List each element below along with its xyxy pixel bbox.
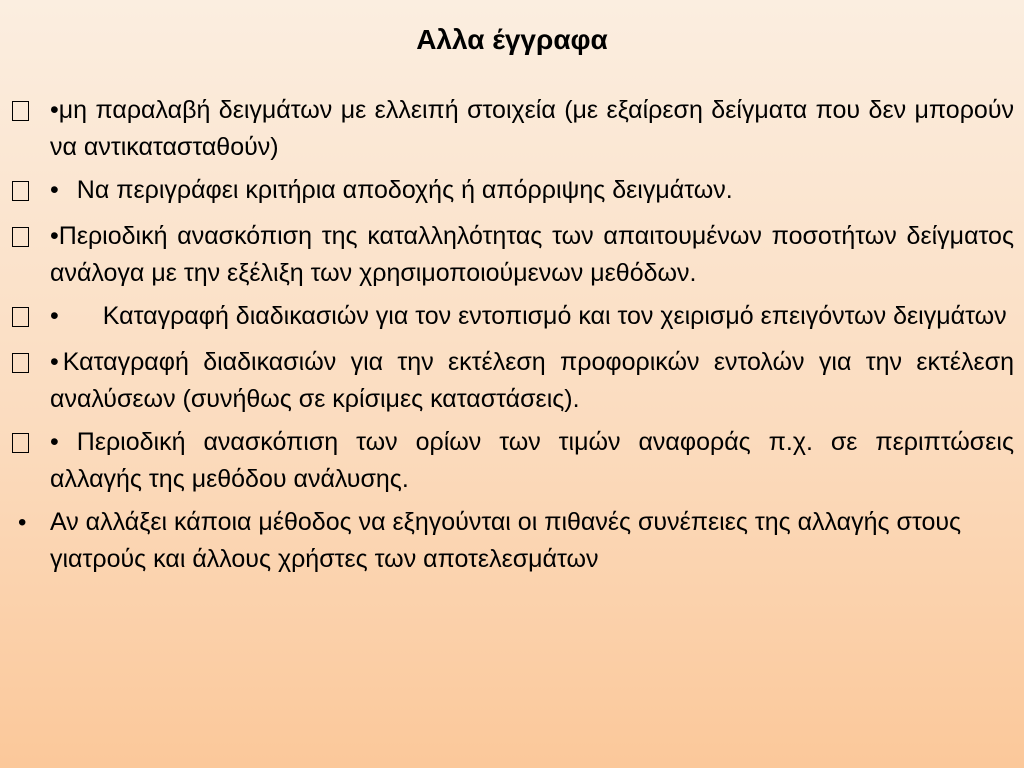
- list-item: [10, 504, 1014, 578]
- bullet-lead: •: [50, 96, 59, 124]
- bullet-dot-icon: •: [18, 509, 27, 536]
- bullet-lead: •: [50, 428, 59, 456]
- box-bullet-icon: [10, 298, 50, 338]
- bullet-text: Καταγραφή διαδικασιών για την εκτέλεση προφορικών εντολών για την εκτέλεση αναλύσεων (συνήθως σε κρίσιμες καταστάσεις).: [50, 348, 1014, 413]
- slide-title: Αλλα έγγραφα: [416, 24, 608, 55]
- list-item: [10, 92, 1014, 166]
- list-item: [10, 218, 1014, 292]
- bullet-text: Να περιγράφει κριτήρια αποδοχής ή απόρριψης δειγμάτων.: [76, 176, 733, 204]
- bullet-text: Περιοδική ανασκόπιση της καταλληλότητας των απαιτουμένων ποσοτήτων δείγματος ανάλογα με την εξέλιξη των χρησιμοποιούμενων μεθόδων.: [50, 222, 1014, 287]
- bullet-lead: •: [50, 348, 59, 376]
- bullet-text: Αν αλλάξει κάποια μέθοδος να εξηγούνται οι πιθανές συνέπειες της αλλαγής στους γιατρούς και άλλους χρήστες των αποτελεσμάτων: [50, 508, 962, 573]
- box-bullet-icon: [10, 218, 50, 258]
- bullet-lead: •: [50, 302, 59, 330]
- bullet-text: Περιοδική ανασκόπιση των ορίων των τιμών αναφοράς π.χ. σε περιπτώσεις αλλαγής της μεθόδου ανάλυσης.: [50, 428, 1014, 493]
- box-bullet-icon: [10, 344, 50, 384]
- bullet-list: [10, 92, 1014, 584]
- list-item: [10, 172, 1014, 212]
- box-bullet-icon: [10, 172, 50, 212]
- bullet-lead: •: [50, 176, 59, 204]
- bullet-lead: •: [50, 222, 59, 250]
- list-item: [10, 424, 1014, 498]
- list-item: [10, 298, 1014, 338]
- box-bullet-icon: [10, 92, 50, 132]
- bullet-text: Καταγραφή διαδικασιών για τον εντοπισμό και τον χειρισμό επειγόντων δειγμάτων: [102, 302, 1007, 330]
- list-item: [10, 344, 1014, 418]
- box-bullet-icon: [10, 424, 50, 464]
- bullet-text: μη παραλαβή δειγμάτων με ελλειπή στοιχεία (με εξαίρεση δείγματα που δεν μπορούν να αντικατασταθούν): [50, 96, 1014, 161]
